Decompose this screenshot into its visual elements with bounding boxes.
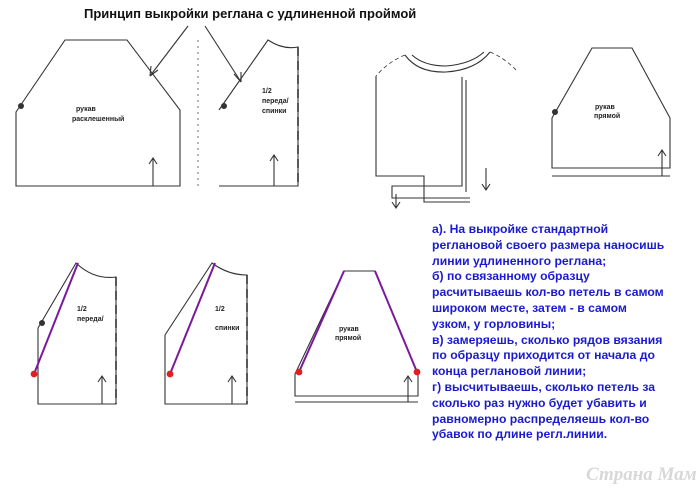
sweater-neckline-inner <box>412 52 484 66</box>
instruction-line: по образцу приходится от начала до <box>432 348 655 363</box>
bottom-half-back-grain-arrow <box>228 376 236 404</box>
instruction-line: г) высчитываешь, сколько петель за <box>432 379 656 394</box>
marker-dot-flared-sleeve <box>18 103 24 109</box>
pointer-arrow-left <box>150 26 188 76</box>
pointer-arrow-right <box>205 26 241 82</box>
sweater-placket <box>392 77 470 198</box>
instruction-line: узком, у горловины; <box>432 316 556 331</box>
label-sleeve-flared-1: рукав <box>76 106 96 113</box>
instruction-line: равномерно распределяешь кол-во <box>432 411 650 426</box>
label-bottom-a-2: переда/ <box>77 316 104 323</box>
bottom-sleeve-outline <box>295 271 418 396</box>
marker-dot-straight-sleeve <box>552 109 558 115</box>
label-bottom-b-2: спинки <box>215 325 240 332</box>
instruction-line: а). На выкройке стандартной <box>432 222 609 236</box>
marker-red-front <box>31 371 38 378</box>
sweater-side-line <box>376 76 470 202</box>
instruction-line: в) замеряешь, сколько рядов вязания <box>432 332 663 347</box>
label-half-3: спинки <box>262 108 287 115</box>
raglan-line-front <box>34 263 78 374</box>
instruction-line: конца реглановой линии; <box>432 364 587 379</box>
marker-dot-half-front-back <box>221 103 227 109</box>
diagram-title: Принцип выкройки реглана с удлиненной проймой <box>84 6 417 21</box>
instruction-line: б) по связанному образцу <box>432 269 590 284</box>
marker-red-back <box>167 371 174 378</box>
sweater-arrow-right <box>482 168 490 190</box>
raglan-line-sleeve-left <box>299 271 344 372</box>
bottom-half-front-grain-arrow <box>98 376 106 404</box>
sweater-neckline-outer <box>405 52 490 72</box>
half-front-back-grain-arrow <box>270 155 278 186</box>
sweater-shoulder-right <box>490 52 518 72</box>
sweater-shoulder-left <box>376 55 405 76</box>
sweater-arrow-down <box>392 194 400 208</box>
label-bottom-sleeve-2: прямой <box>335 335 362 342</box>
straight-sleeve-grain-arrow <box>658 150 666 176</box>
label-straight-sleeve-2: прямой <box>594 113 621 120</box>
marker-red-sleeve-right <box>414 369 421 376</box>
label-half-1: 1/2 <box>262 88 272 95</box>
marker-dot-bottom-front <box>39 320 45 326</box>
flared-sleeve-outline <box>16 40 180 186</box>
label-sleeve-flared-2: расклешенный <box>72 116 125 123</box>
bottom-sleeve-grain-arrow <box>404 376 412 402</box>
instructions-text <box>432 222 697 443</box>
label-bottom-sleeve-1: рукав <box>339 326 359 333</box>
instruction-line: сколько раз нужно будет убавить и <box>432 395 647 410</box>
flared-sleeve-grain-arrow <box>149 158 157 186</box>
instruction-line: линии удлиненного реглана; <box>432 253 607 268</box>
label-bottom-b-1: 1/2 <box>215 306 225 313</box>
instruction-line: широком месте, затем - в самом <box>432 300 627 315</box>
instruction-line: расчитываешь кол-во петель в самом <box>432 285 664 300</box>
instruction-line: реглановой своего размера наносишь <box>432 237 665 252</box>
label-straight-sleeve-1: рукав <box>595 104 615 111</box>
marker-red-sleeve-left <box>296 369 303 376</box>
label-bottom-a-1: 1/2 <box>77 306 87 313</box>
raglan-line-back <box>170 263 215 374</box>
instruction-line: убавок по длине регл.линии. <box>432 427 608 442</box>
raglan-line-sleeve-right <box>375 271 417 372</box>
label-half-2: переда/ <box>262 98 289 105</box>
watermark: Страна Мам <box>586 464 697 485</box>
